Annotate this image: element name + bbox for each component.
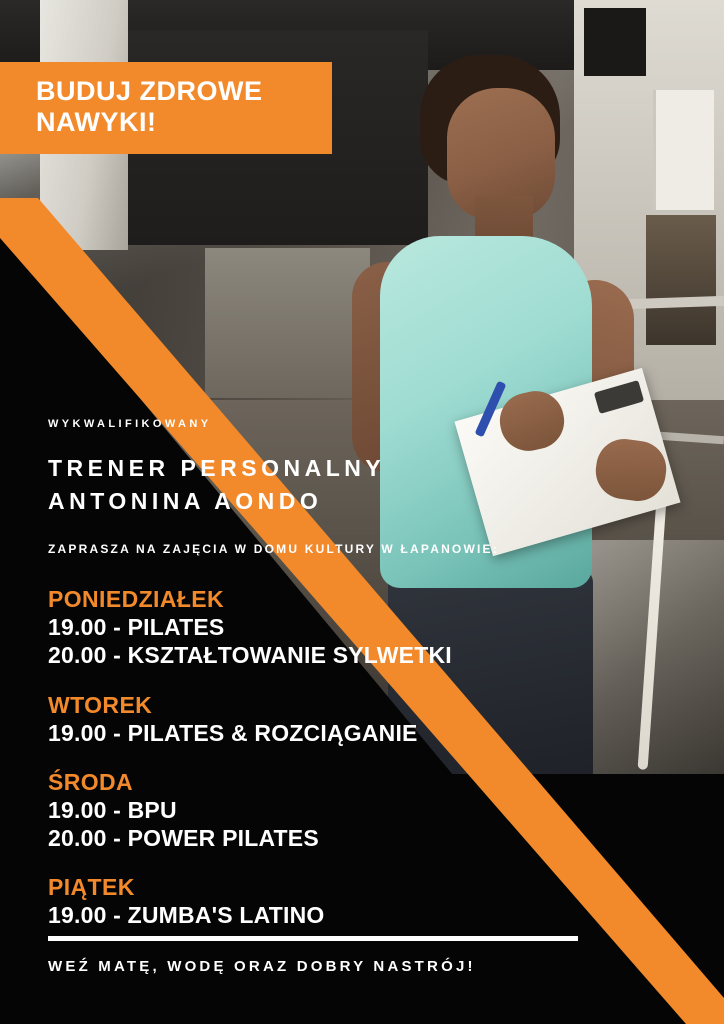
day-label: ŚRODA (48, 768, 134, 795)
content-column (48, 418, 518, 951)
headline-text: BUDUJ ZDROWE NAWYKI! (36, 76, 263, 138)
day-label: PONIEDZIAŁEK (48, 586, 225, 613)
wooden-shelf (646, 215, 716, 345)
class-line: 20.00 - POWER PILATES (48, 824, 319, 851)
class-line: 19.00 - ZUMBA'S LATINO (48, 902, 325, 929)
invitation-text: ZAPRASZA NA ZAJĘCIA W DOMU KULTURY W ŁAPANOWIE: (48, 542, 499, 557)
schedule-day (48, 586, 518, 669)
gym-cabinet (205, 248, 370, 398)
schedule-day (48, 769, 518, 852)
class-line: 19.00 - PILATES (48, 614, 225, 641)
class-line: 19.00 - PILATES & ROZCIĄGANIE (48, 719, 418, 746)
headline-banner (0, 62, 332, 154)
schedule-day (48, 874, 518, 929)
schedule-day (48, 692, 518, 747)
trainer-name-title: TRENER PERSONALNY ANTONINA AONDO (48, 455, 385, 514)
wall-shelf (653, 90, 714, 210)
day-label: PIĄTEK (48, 873, 135, 900)
class-line: 19.00 - BPU (48, 796, 177, 823)
footer-text: WEŹ MATĘ, WODĘ ORAZ DOBRY NASTRÓJ! (48, 958, 476, 975)
kicker-text: WYKWALIFIKOWANY (48, 418, 212, 430)
divider-rule (48, 936, 578, 941)
wall-poster (584, 8, 646, 76)
day-label: WTOREK (48, 691, 153, 718)
class-line: 20.00 - KSZTAŁTOWANIE SYLWETKI (48, 642, 452, 669)
